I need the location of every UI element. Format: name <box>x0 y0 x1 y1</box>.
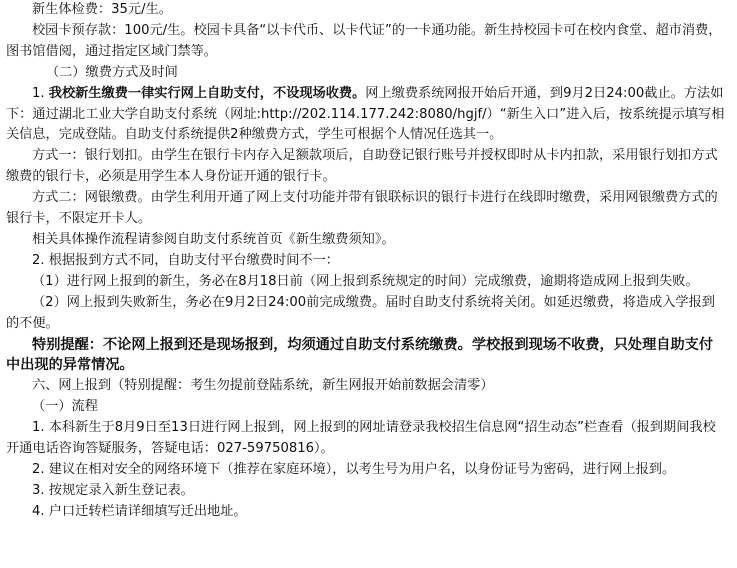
payment-item-failed: （2）网上报到失败新生，务必在9月2日24:00前完成缴费。届时自助支付系统将关闭。如延迟缴费，将造成入学报到的不便。 <box>6 294 715 331</box>
related-note: 相关具体操作流程请参阅自助支付系统首页《新生缴费须知》。 <box>32 231 395 247</box>
flow-title: （一）流程 <box>32 399 98 415</box>
special-reminder: 特别提醒：不论网上报到还是现场报到，均须通过自助支付系统缴费。学校报到现场不收费，只处理自助支付中出现的异常情况。 <box>6 336 714 374</box>
flow-step-1: 1. 本科新生于8月9日至13日进行网上报到，网上报到的网址请登录我校招生信息网“招生动态”栏查看（报到期间我校开通电话咨询答疑服务，答疑电话：027-59750816）。 <box>6 420 716 457</box>
payment-paragraph-2: 2. 根据报到方式不同，自助支付平台缴费时间不一： <box>32 252 339 268</box>
fee-checkup: 新生体检费：35元/生。 <box>32 2 172 17</box>
flow-step-4: 4. 户口迁转栏请详细填写迁出地址。 <box>32 503 247 519</box>
payment-p1-bold: 我校新生缴费一律实行网上自助支付，不设现场收费。 <box>48 85 366 101</box>
flow-step-3: 3. 按规定录入新生登记表。 <box>32 482 194 498</box>
payment-p1-rest: 网上缴费系统网报开始后开通，到9月2日24:00截止。方法如下：通过湖北工业大学自助支付系统（网址:http://202.114.177.242:8080/hgjf/）“新生入口”进入后，按系统提示填写相关信息，完成登陆。自助支付系统提供2种缴费方式，学生可根据个人情况任选其一。 <box>6 85 725 143</box>
section-title-online-registration: 六、网上报到（特别提醒：考生勿提前登陆系统，新生网报开始前数据会清零） <box>32 378 494 394</box>
section-title-payment: （二）缴费方式及时间 <box>46 64 178 80</box>
fee-campus-card: 校园卡预存款：100元/生。校园卡具备“以卡代币、以卡代证”的一卡通功能。新生持校园卡可在校内食堂、超市消费，图书馆借阅，通过指定区域门禁等。 <box>6 22 722 59</box>
payment-p1-prefix: 1. <box>32 85 49 101</box>
payment-method-1: 方式一：银行划扣。由学生在银行卡内存入足额款项后，自助登记银行账号并授权即时从卡内扣款，采用银行划扣方式缴费的银行卡，必须是用学生本人身份证开通的银行卡。 <box>6 148 718 185</box>
payment-paragraph-1 <box>6 84 727 147</box>
payment-method-2: 方式二：网银缴费。由学生利用开通了网上支付功能并带有银联标识的银行卡进行在线即时缴费，采用网银缴费方式的银行卡，不限定开卡人。 <box>6 190 718 227</box>
payment-item-online: （1）进行网上报到的新生，务必在8月18日前（网上报到系统规定的时间）完成缴费，逾期将造成网上报到失败。 <box>32 273 699 289</box>
flow-step-2: 2. 建议在相对安全的网络环境下（推荐在家庭环境），以考生号为用户名，以身份证号为密码，进行网上报到。 <box>32 461 676 477</box>
